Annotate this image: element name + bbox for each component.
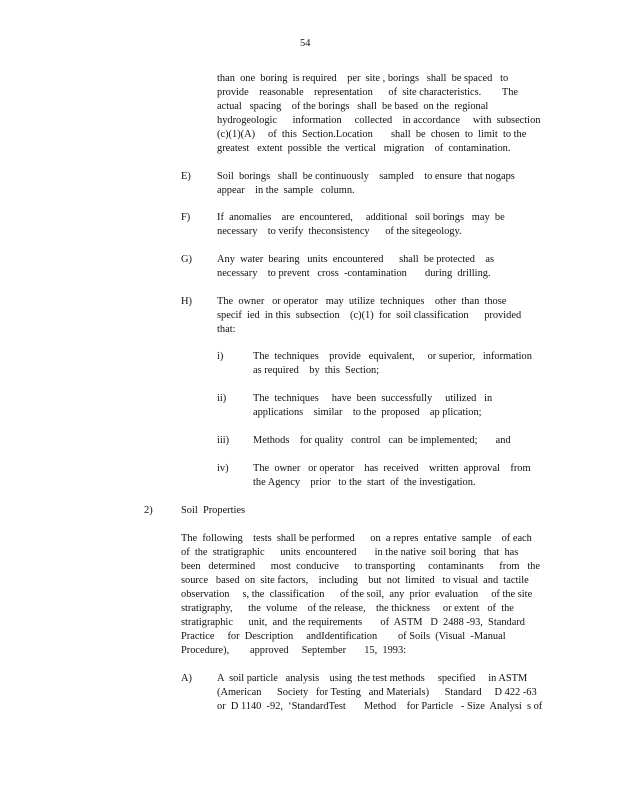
subitem-label-iii: iii) [217, 435, 230, 446]
text-line: The techniques provide equivalent, or superior, information [253, 351, 532, 362]
text-line: Procedure), approved September 15, 1993: [181, 645, 407, 656]
text-line: been determined most conducive to transporting contaminants from the [181, 561, 540, 572]
text-line: If anomalies are encountered, additional soil borings may be [217, 212, 505, 223]
text-line: or D 1140 -92, ‘StandardTest Method for Particle - Size Analysi s of [217, 701, 543, 712]
section-heading: Soil Properties [181, 505, 246, 516]
text-line: hydrogeologic information collected in accordance with subsection [217, 115, 541, 126]
text-line: The following tests shall be performed on a repres entative sample of each [181, 533, 532, 544]
item-f-text [217, 211, 505, 239]
text-line: Any water bearing units encountered shall be protected as [217, 254, 494, 265]
item-label-e: E) [181, 171, 191, 182]
continuation-paragraph [217, 72, 540, 156]
text-line: Soil borings shall be continuously sampled to ensure that nogaps [217, 171, 515, 182]
text-line: The owner or operator may utilize techniques other than those [217, 296, 507, 307]
text-line: as required by this Section; [253, 365, 380, 376]
text-line: the Agency prior to the start of the investigation. [253, 477, 476, 488]
text-line: source based on site factors, including but not limited to visual and tactile [181, 575, 529, 586]
item-e-text [217, 170, 515, 198]
subitem-iii-text [253, 434, 511, 448]
item-label-h: H) [181, 296, 192, 307]
text-line: specif ied in this subsection (c)(1) for soil classification provided [217, 310, 522, 321]
text-line: necessary to verify theconsistency of the sitegeology. [217, 226, 462, 237]
text-line: stratigraphy, the volume of the release, the thickness or extent of the [181, 603, 514, 614]
text-line: necessary to prevent cross -contamination during drilling. [217, 268, 491, 279]
text-line: The techniques have been successfully utilized in [253, 393, 493, 404]
item-label-a: A) [181, 673, 192, 684]
text-line: (c)(1)(A) of this Section.Location shall be chosen to limit to the [217, 129, 527, 140]
text-line: The owner or operator has received written approval from [253, 463, 531, 474]
text-line: appear in the sample column. [217, 185, 355, 196]
text-line: stratigraphic unit, and the requirements of ASTM D 2488 -93, Standard [181, 617, 525, 628]
item-label-f: F) [181, 212, 191, 223]
text-line: Methods for quality control can be implemented; and [253, 435, 511, 446]
item-label-g: G) [181, 254, 192, 265]
item-g-text [217, 253, 494, 281]
text-line: observation s, the classification of the soil, any prior evaluation of the site [181, 589, 533, 600]
page-number: 54 [300, 38, 311, 49]
item-a-text [217, 672, 542, 714]
item-h-text [217, 295, 521, 337]
section-label-2: 2) [144, 505, 153, 516]
text-line: that: [217, 324, 236, 335]
text-line: than one boring is required per site , borings shall be spaced to [217, 73, 509, 84]
text-line: greatest extent possible the vertical migration of contamination. [217, 143, 511, 154]
text-line: of the stratigraphic units encountered in the native soil boring that has [181, 547, 519, 558]
subitem-iv-text [253, 462, 531, 490]
subitem-label-ii: ii) [217, 393, 227, 404]
text-line: applications similar to the proposed ap plication; [253, 407, 482, 418]
subitem-ii-text [253, 392, 492, 420]
subitem-label-iv: iv) [217, 463, 229, 474]
section-paragraph [181, 532, 540, 658]
subitem-label-i: i) [217, 351, 224, 362]
text-line: actual spacing of the borings shall be based on the regional [217, 101, 489, 112]
text-line: (American Society for Testing and Materials) Standard D 422 -63 [217, 687, 537, 698]
subitem-i-text [253, 350, 532, 378]
text-line: provide reasonable representation of site characteristics. The [217, 87, 519, 98]
text-line: A soil particle analysis using the test methods specified in ASTM [217, 673, 528, 684]
text-line: Practice for Description andIdentification of Soils (Visual -Manual [181, 631, 506, 642]
